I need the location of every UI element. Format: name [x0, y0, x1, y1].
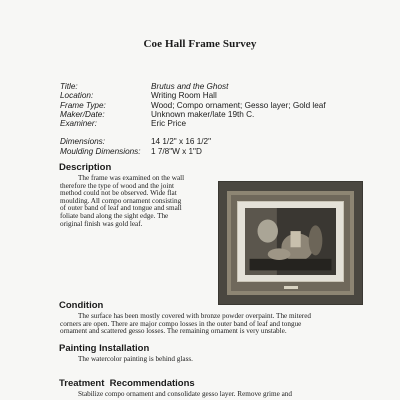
- metadata-row-frame-type: [60, 101, 360, 110]
- metadata-label: Examiner:: [60, 119, 97, 129]
- metadata-row-maker-date: [60, 110, 360, 119]
- metadata-row-dimensions: [60, 137, 360, 146]
- metadata-label: Moulding Dimensions:: [60, 146, 141, 156]
- treatment-text: [78, 391, 378, 399]
- frame-nameplate: [284, 286, 298, 289]
- frame-moulding: [227, 191, 354, 295]
- description-line: foliate band along the sight edge. The: [60, 211, 169, 220]
- treatment-heading: Treatment Recommendations: [59, 378, 195, 389]
- description-text: [60, 175, 216, 228]
- metadata-value: 1 7/8"W x 1"D: [151, 146, 202, 156]
- painting-installation-heading: Painting Installation: [59, 343, 150, 354]
- metadata-row-moulding-dimensions: [60, 147, 360, 156]
- condition-heading: Condition: [59, 300, 104, 311]
- metadata-label: Frame Type:: [60, 100, 106, 110]
- condition-line: corners are open. There are major compo losses in the outer band of leaf and tongue: [60, 319, 302, 328]
- metadata-label: Title:: [60, 82, 78, 91]
- metadata-label: Location:: [60, 91, 94, 101]
- metadata-value: Eric Price: [151, 119, 187, 129]
- metadata-row-location: [60, 91, 360, 100]
- description-line: of outer band of leaf and tongue and small: [60, 204, 182, 213]
- metadata-label: Dimensions:: [60, 137, 106, 147]
- metadata-value: Unknown maker/late 19th C.: [151, 109, 255, 119]
- condition-text: [60, 313, 370, 336]
- description-line: method could not be observed. Wide flat: [60, 189, 177, 198]
- condition-line: ornament and scattered gesso losses. The remaining ornament is very unstable.: [60, 327, 287, 336]
- description-line: therefore the type of wood and the joint: [60, 181, 174, 190]
- description-line: The frame was examined on the wall: [78, 174, 185, 182]
- painting-installation-text: [78, 356, 368, 364]
- painting-image: [245, 208, 336, 275]
- frame-photograph: [219, 182, 362, 304]
- painting-installation-line: The watercolor painting is behind glass.: [78, 355, 193, 363]
- metadata-label: Maker/Date:: [60, 109, 105, 119]
- metadata-row-examiner: [60, 119, 360, 128]
- condition-line: The surface has been mostly covered with bronze powder overpaint. The mitered: [78, 312, 311, 320]
- treatment-line: Stabilize compo ornament and consolidate gesso layer. Remove grime and: [78, 390, 292, 398]
- document-title: Coe Hall Frame Survey: [143, 38, 257, 50]
- frame-mat: [237, 201, 344, 282]
- metadata-value: Wood; Compo ornament; Gesso layer; Gold leaf: [151, 100, 326, 110]
- metadata-value: 14 1/2" x 16 1/2": [151, 137, 211, 147]
- description-line: moulding. All compo ornament consisting: [60, 196, 182, 205]
- metadata-table: [60, 82, 360, 156]
- description-line: original finish was gold leaf.: [60, 219, 143, 228]
- metadata-row-title: [60, 82, 360, 91]
- metadata-value: Brutus and the Ghost: [151, 82, 229, 91]
- metadata-value: Writing Room Hall: [151, 91, 217, 101]
- description-heading: Description: [59, 162, 112, 173]
